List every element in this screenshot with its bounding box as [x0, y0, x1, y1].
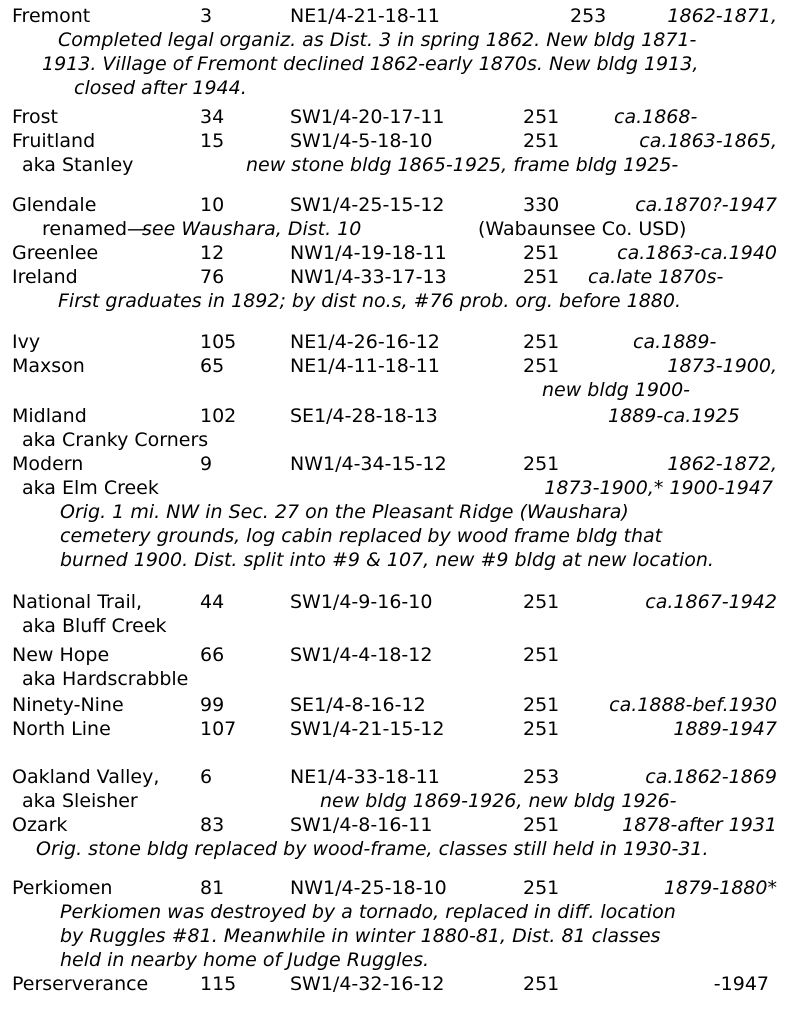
note-line: by Ruggles #81. Meanwhile in winter 1880-81, Dist. 81 classes [60, 925, 661, 947]
page-reference: 251 [523, 453, 560, 475]
legal-location: SW1/4-21-15-12 [290, 718, 445, 740]
date-range: ca.1863-1865, [639, 130, 777, 152]
legal-location: NW1/4-34-15-12 [290, 453, 447, 475]
date-range: 1889-ca.1925 [608, 405, 740, 427]
page-reference: 251 [523, 877, 560, 899]
date-range: ca.1868- [614, 106, 698, 128]
note-line: (Wabaunsee Co. USD) [478, 218, 687, 240]
date-range: -1947 [713, 973, 769, 995]
school-name: Perserverance [12, 973, 149, 995]
note-line: new bldg 1900- [542, 379, 691, 401]
district-number: 34 [200, 106, 225, 128]
note-line: Orig. 1 mi. NW in Sec. 27 on the Pleasant Ridge (Waushara) [60, 501, 629, 523]
alias-line: aka Cranky Corners [22, 429, 209, 451]
date-range: ca.1888-bef.1930 [609, 694, 777, 716]
district-number: 105 [200, 331, 237, 353]
page-reference: 251 [523, 355, 560, 377]
note-line: First graduates in 1892; by dist no.s, #76 prob. org. before 1880. [58, 290, 682, 312]
school-name: Frost [12, 106, 58, 128]
legal-location: NE1/4-26-16-12 [290, 331, 440, 353]
school-name: Modern [12, 453, 84, 475]
date-range: ca.1862-1869 [645, 766, 777, 788]
school-name: Perkiomen [12, 877, 113, 899]
school-name: North Line [12, 718, 111, 740]
note-line: new stone bldg 1865-1925, frame bldg 1925- [246, 154, 679, 176]
district-number: 6 [200, 766, 213, 788]
note-line: new bldg 1869-1926, new bldg 1926- [320, 790, 677, 812]
legal-location: NE1/4-21-18-11 [290, 5, 440, 27]
school-name: Glendale [12, 194, 97, 216]
note-line: cemetery grounds, log cabin replaced by wood frame bldg that [60, 525, 663, 547]
page-reference: 251 [523, 718, 560, 740]
district-number: 107 [200, 718, 237, 740]
page-reference: 330 [523, 194, 560, 216]
legal-location: SW1/4-32-16-12 [290, 973, 445, 995]
page-reference: 251 [523, 266, 560, 288]
note-line: Completed legal organiz. as Dist. 3 in spring 1862. New bldg 1871- [58, 29, 697, 51]
legal-location: NE1/4-11-18-11 [290, 355, 440, 377]
page-reference: 251 [523, 814, 560, 836]
district-number: 65 [200, 355, 225, 377]
legal-location: SW1/4-20-17-11 [290, 106, 445, 128]
school-name: Fruitland [12, 130, 96, 152]
legal-location: NW1/4-33-17-13 [290, 266, 447, 288]
school-name: National Trail, [12, 591, 143, 613]
district-number: 15 [200, 130, 225, 152]
page-reference: 251 [523, 106, 560, 128]
legal-location: NW1/4-25-18-10 [290, 877, 447, 899]
district-number: 66 [200, 644, 225, 666]
page-reference: 251 [523, 242, 560, 264]
district-number: 3 [200, 5, 213, 27]
legal-location: SE1/4-28-18-13 [290, 405, 438, 427]
school-name: Oakland Valley, [12, 766, 160, 788]
school-name: Ivy [12, 331, 41, 353]
school-name: Ireland [12, 266, 78, 288]
note-line: held in nearby home of Judge Ruggles. [60, 949, 430, 971]
school-name: Fremont [12, 5, 91, 27]
district-number: 12 [200, 242, 225, 264]
legal-location: SW1/4-4-18-12 [290, 644, 433, 666]
note-line: burned 1900. Dist. split into #9 & 107, new #9 bldg at new location. [60, 549, 714, 571]
alias-line: aka Bluff Creek [22, 615, 167, 637]
alias-line: aka Sleisher [22, 790, 138, 812]
district-number: 81 [200, 877, 225, 899]
date-range: 1873-1900, [667, 355, 777, 377]
date-range: 1878-after 1931 [622, 814, 777, 836]
district-number: 10 [200, 194, 225, 216]
legal-location: SW1/4-8-16-11 [290, 814, 433, 836]
legal-location: NE1/4-33-18-11 [290, 766, 440, 788]
page-reference: 251 [523, 591, 560, 613]
legal-location: SW1/4-25-15-12 [290, 194, 445, 216]
school-name: Midland [12, 405, 87, 427]
district-number: 9 [200, 453, 213, 475]
legal-location: NW1/4-19-18-11 [290, 242, 447, 264]
school-name: New Hope [12, 644, 110, 666]
district-number: 44 [200, 591, 225, 613]
date-range: ca.1889- [633, 331, 717, 353]
date-range: ca.1863-ca.1940 [617, 242, 777, 264]
district-number: 102 [200, 405, 237, 427]
school-name: Maxson [12, 355, 85, 377]
date-range: 1862-1871, [667, 5, 777, 27]
page-reference: 251 [523, 973, 560, 995]
school-name: Ninety-Nine [12, 694, 124, 716]
date-range: ca.1867-1942 [645, 591, 777, 613]
note-line: Orig. stone bldg replaced by wood-frame, classes still held in 1930-31. [36, 838, 709, 860]
date-range: 1879-1880* [663, 877, 777, 899]
page-reference: 251 [523, 130, 560, 152]
page-reference: 251 [523, 331, 560, 353]
district-number: 76 [200, 266, 225, 288]
district-number: 83 [200, 814, 225, 836]
date-range: 1862-1872, [667, 453, 777, 475]
note-line: Perkiomen was destroyed by a tornado, replaced in diff. location [60, 901, 676, 923]
page-reference: 251 [523, 694, 560, 716]
page-reference: 253 [523, 766, 560, 788]
note-reference: see Waushara, Dist. 10 [142, 218, 362, 240]
note-line: renamed— [42, 218, 147, 240]
school-name: Greenlee [12, 242, 99, 264]
legal-location: SW1/4-9-16-10 [290, 591, 433, 613]
note-line: 1913. Village of Fremont declined 1862-early 1870s. New bldg 1913, [42, 53, 699, 75]
page-reference: 251 [523, 644, 560, 666]
note-line: closed after 1944. [74, 77, 247, 99]
district-number: 115 [200, 973, 237, 995]
alias-line: aka Hardscrabble [22, 668, 189, 690]
date-range: ca.1870?-1947 [635, 194, 777, 216]
page-reference: 253 [570, 5, 607, 27]
school-name: Ozark [12, 814, 68, 836]
date-range: 1873-1900,* 1900-1947 [544, 477, 773, 499]
date-range: 1889-1947 [673, 718, 777, 740]
alias-line: aka Elm Creek [22, 477, 159, 499]
district-number: 99 [200, 694, 225, 716]
legal-location: SW1/4-5-18-10 [290, 130, 433, 152]
date-range: ca.late 1870s- [588, 266, 724, 288]
legal-location: SE1/4-8-16-12 [290, 694, 426, 716]
alias-line: aka Stanley [22, 154, 134, 176]
